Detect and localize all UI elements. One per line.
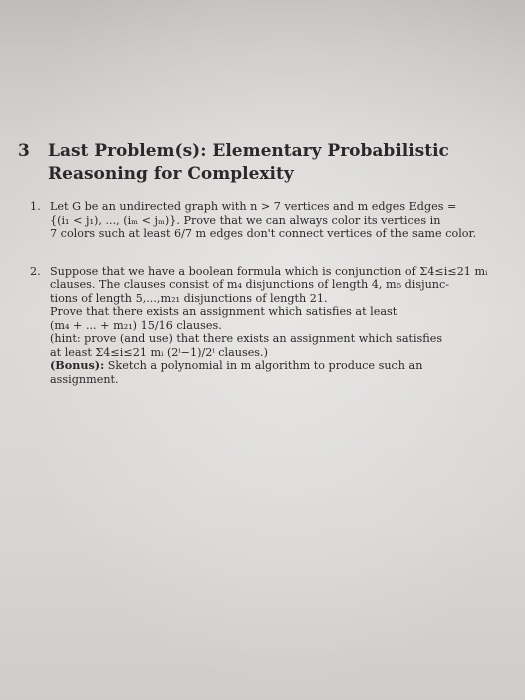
problem-line: (hint: prove (and use) that there exists an assignment which satisfies — [50, 332, 443, 345]
problem-line: {(i₁ < j₁), ..., (iₘ < jₘ)}. Prove that we can always color its vertices in — [50, 213, 441, 227]
problem-line: tions of length 5,...,m₂₁ disjunctions of length 21. — [50, 291, 328, 305]
problem-section — [18, 140, 508, 386]
bonus-text: Sketch a polynomial in m algorithm to produce such an assignment. — [50, 359, 423, 386]
problem-line: Suppose that we have a boolean formula which is conjunction of Σ4≤i≤21 mᵢ — [50, 264, 488, 278]
bonus-paragraph — [50, 359, 490, 386]
problem-1 — [30, 200, 508, 241]
problem-body — [50, 200, 490, 241]
problem-line: at least Σ4≤i≤21 mᵢ (2ⁱ−1)/2ⁱ clauses.) — [50, 345, 268, 359]
problem-number: 1. — [30, 200, 41, 213]
section-heading — [18, 140, 508, 186]
problem-2 — [30, 265, 508, 387]
problem-body — [50, 265, 490, 387]
problem-line: Let G be an undirected graph with n > 7 vertices and m edges Edges = — [50, 200, 457, 213]
section-title: Last Problem(s): Elementary Probabilistic Reasoning for Complexity — [48, 141, 449, 184]
problem-list — [18, 200, 508, 386]
problem-number: 2. — [30, 264, 41, 278]
problem-line: (m₄ + ... + m₂₁) 15/16 clauses. — [50, 318, 222, 332]
bonus-label: (Bonus): — [50, 358, 105, 372]
section-number: 3 — [18, 141, 30, 161]
problem-line: 7 colors such at least 6/7 m edges don't connect vertices of the same color. — [50, 227, 477, 240]
problem-line: clauses. The clauses consist of m₄ disjunctions of length 4, m₅ disjunc- — [50, 278, 450, 291]
problem-line: Prove that there exists an assignment which satisfies at least — [50, 305, 398, 318]
